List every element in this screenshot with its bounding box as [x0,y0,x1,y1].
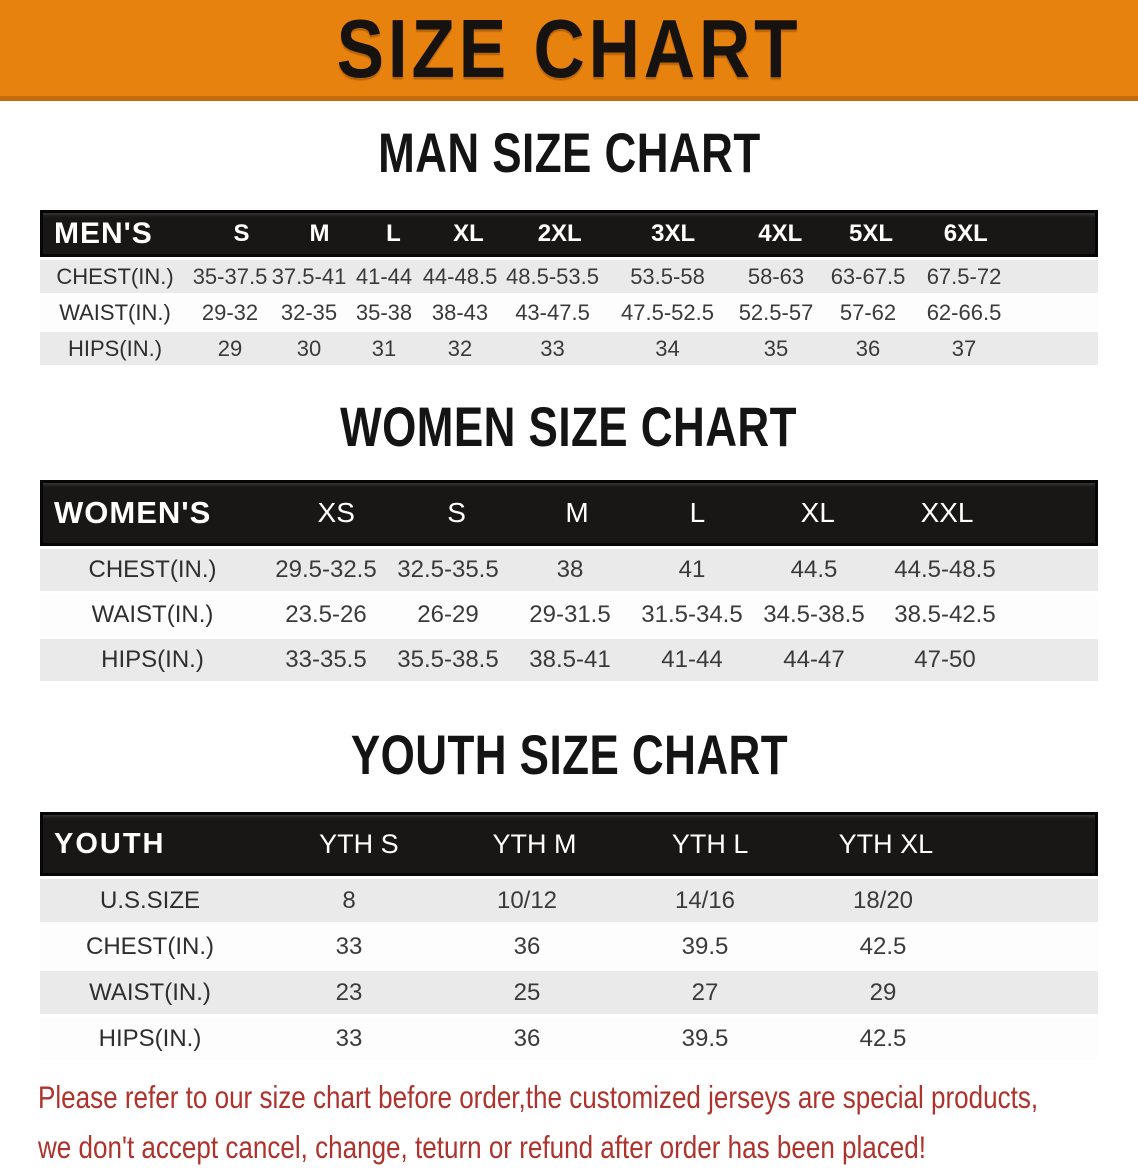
table-cell: 43-47.5 [515,299,590,325]
table-row [40,925,1098,968]
table-cell: 33 [540,335,565,361]
disclaimer-line-2: we don't accept cancel, change, teturn or refund after order has been placed! [38,1129,927,1166]
table-row [40,260,1098,293]
table-cell: 53.5-58 [630,263,705,289]
row-label: U.S.SIZE [99,886,201,914]
table-cell: 26-29 [417,601,479,628]
table-cell: 27 [691,978,719,1006]
table-header-label: YOUTH [54,827,166,860]
man-size-chart-heading: MAN SIZE CHART [377,121,761,185]
table-cell: 33-35.5 [285,646,367,673]
table-row [40,549,1098,591]
women-section-heading-wrap [0,395,1138,466]
table-cell: 39.5 [681,1024,729,1052]
table-cell: 33 [335,932,363,960]
table-cell: 41-44 [661,646,723,673]
column-header: YTH L [671,828,749,859]
table-cell: 58-63 [747,263,805,289]
table-cell: 31.5-34.5 [641,601,743,628]
table-cell: 30 [296,335,322,361]
table-cell: 41 [678,556,706,583]
table-cell: 29-31.5 [529,601,611,628]
table-cell: 44.5 [790,556,838,583]
table-cell: 63-67.5 [830,263,906,289]
column-header: M [309,219,330,247]
table-cell: 29 [869,978,897,1006]
column-header: 2XL [537,219,582,247]
man-section-heading-wrap [0,121,1138,192]
table-cell: 36 [513,1024,541,1052]
row-label: HIPS(IN.) [98,1024,202,1052]
table-cell: 34.5-38.5 [763,601,865,628]
table-cell: 38 [556,556,584,583]
column-header: YTH S [319,828,399,859]
table-cell: 32.5-35.5 [397,556,499,583]
table-row [40,332,1098,365]
table-cell: 42.5 [859,1024,907,1052]
column-header: 4XL [758,219,803,247]
table-cell: 8 [342,886,356,914]
column-header: L [689,497,706,528]
table-cell: 29.5-32.5 [275,556,377,583]
table-cell: 38.5-41 [529,646,611,673]
banner-title: SIZE CHART [336,1,802,95]
column-header: L [386,219,401,247]
table-row [40,594,1098,636]
table-cell: 37.5-41 [271,263,347,289]
column-header: XL [800,497,835,528]
column-header: 3XL [651,219,696,247]
table-cell: 35.5-38.5 [397,646,499,673]
table-cell: 62-66.5 [926,299,1002,325]
table-cell: 48.5-53.5 [506,263,599,289]
disclaimer-text [0,1076,1138,1176]
table-cell: 38-43 [431,299,489,325]
table-cell: 44-47 [783,646,845,673]
women-size-chart-heading: WOMEN SIZE CHART [340,395,798,459]
table-header-row [40,812,1098,876]
row-label: WAIST(IN.) [59,299,171,325]
table-cell: 36 [855,335,881,361]
youth-size-table [40,812,1098,1060]
table-row [40,971,1098,1014]
table-cell: 23 [335,978,363,1006]
table-cell: 42.5 [859,932,907,960]
table-cell: 35-38 [355,299,413,325]
table-header-row [40,480,1098,546]
column-header: M [565,497,589,528]
table-cell: 38.5-42.5 [894,601,996,628]
table-cell: 44-48.5 [422,263,498,289]
table-cell: 25 [513,978,541,1006]
table-cell: 29-32 [201,299,259,325]
row-label: HIPS(IN.) [101,646,204,673]
row-label: CHEST(IN.) [86,932,214,960]
row-label: WAIST(IN.) [89,978,211,1006]
table-cell: 34 [655,335,680,361]
table-row [40,879,1098,922]
table-cell: 35 [763,335,789,361]
table-cell: 37 [951,335,977,361]
table-cell: 35-37.5 [192,263,268,289]
table-cell: 47.5-52.5 [621,299,714,325]
table-header-row [40,210,1098,257]
row-label: WAIST(IN.) [91,601,214,628]
table-cell: 32-35 [280,299,338,325]
table-cell: 44.5-48.5 [894,556,996,583]
column-header: S [447,497,466,528]
table-cell: 47-50 [914,646,976,673]
youth-size-chart-heading: YOUTH SIZE CHART [350,723,788,787]
table-header-label: MEN'S [54,216,153,250]
table-cell: 33 [335,1024,363,1052]
table-row [40,296,1098,329]
table-cell: 18/20 [852,886,914,914]
table-cell: 32 [447,335,473,361]
table-cell: 31 [371,335,397,361]
column-header: YTH XL [838,828,934,859]
column-header: YTH M [492,828,577,859]
table-cell: 57-62 [839,299,897,325]
column-header: S [233,219,250,247]
column-header: 6XL [943,219,988,247]
column-header: 5XL [849,219,894,247]
table-row [40,639,1098,681]
table-cell: 52.5-57 [738,299,814,325]
column-header: XXL [920,497,974,528]
column-header: XL [453,219,484,247]
table-cell: 29 [217,335,243,361]
table-cell: 10/12 [496,886,558,914]
row-label: CHEST(IN.) [88,556,217,583]
table-header-label: WOMEN'S [54,495,212,530]
mens-size-table [40,210,1098,365]
table-row [40,1017,1098,1060]
table-cell: 14/16 [674,886,736,914]
row-label: HIPS(IN.) [67,335,163,361]
table-cell: 23.5-26 [285,601,367,628]
table-cell: 39.5 [681,932,729,960]
youth-section-heading-wrap [0,723,1138,794]
row-label: CHEST(IN.) [56,263,174,289]
disclaimer-line-1: Please refer to our size chart before order,the customized jerseys are special products, [38,1079,1039,1116]
column-header: XS [317,497,355,528]
table-cell: 41-44 [355,263,413,289]
banner [0,0,1138,101]
womens-size-table [40,480,1098,681]
table-cell: 36 [513,932,541,960]
table-cell: 67.5-72 [926,263,1002,289]
